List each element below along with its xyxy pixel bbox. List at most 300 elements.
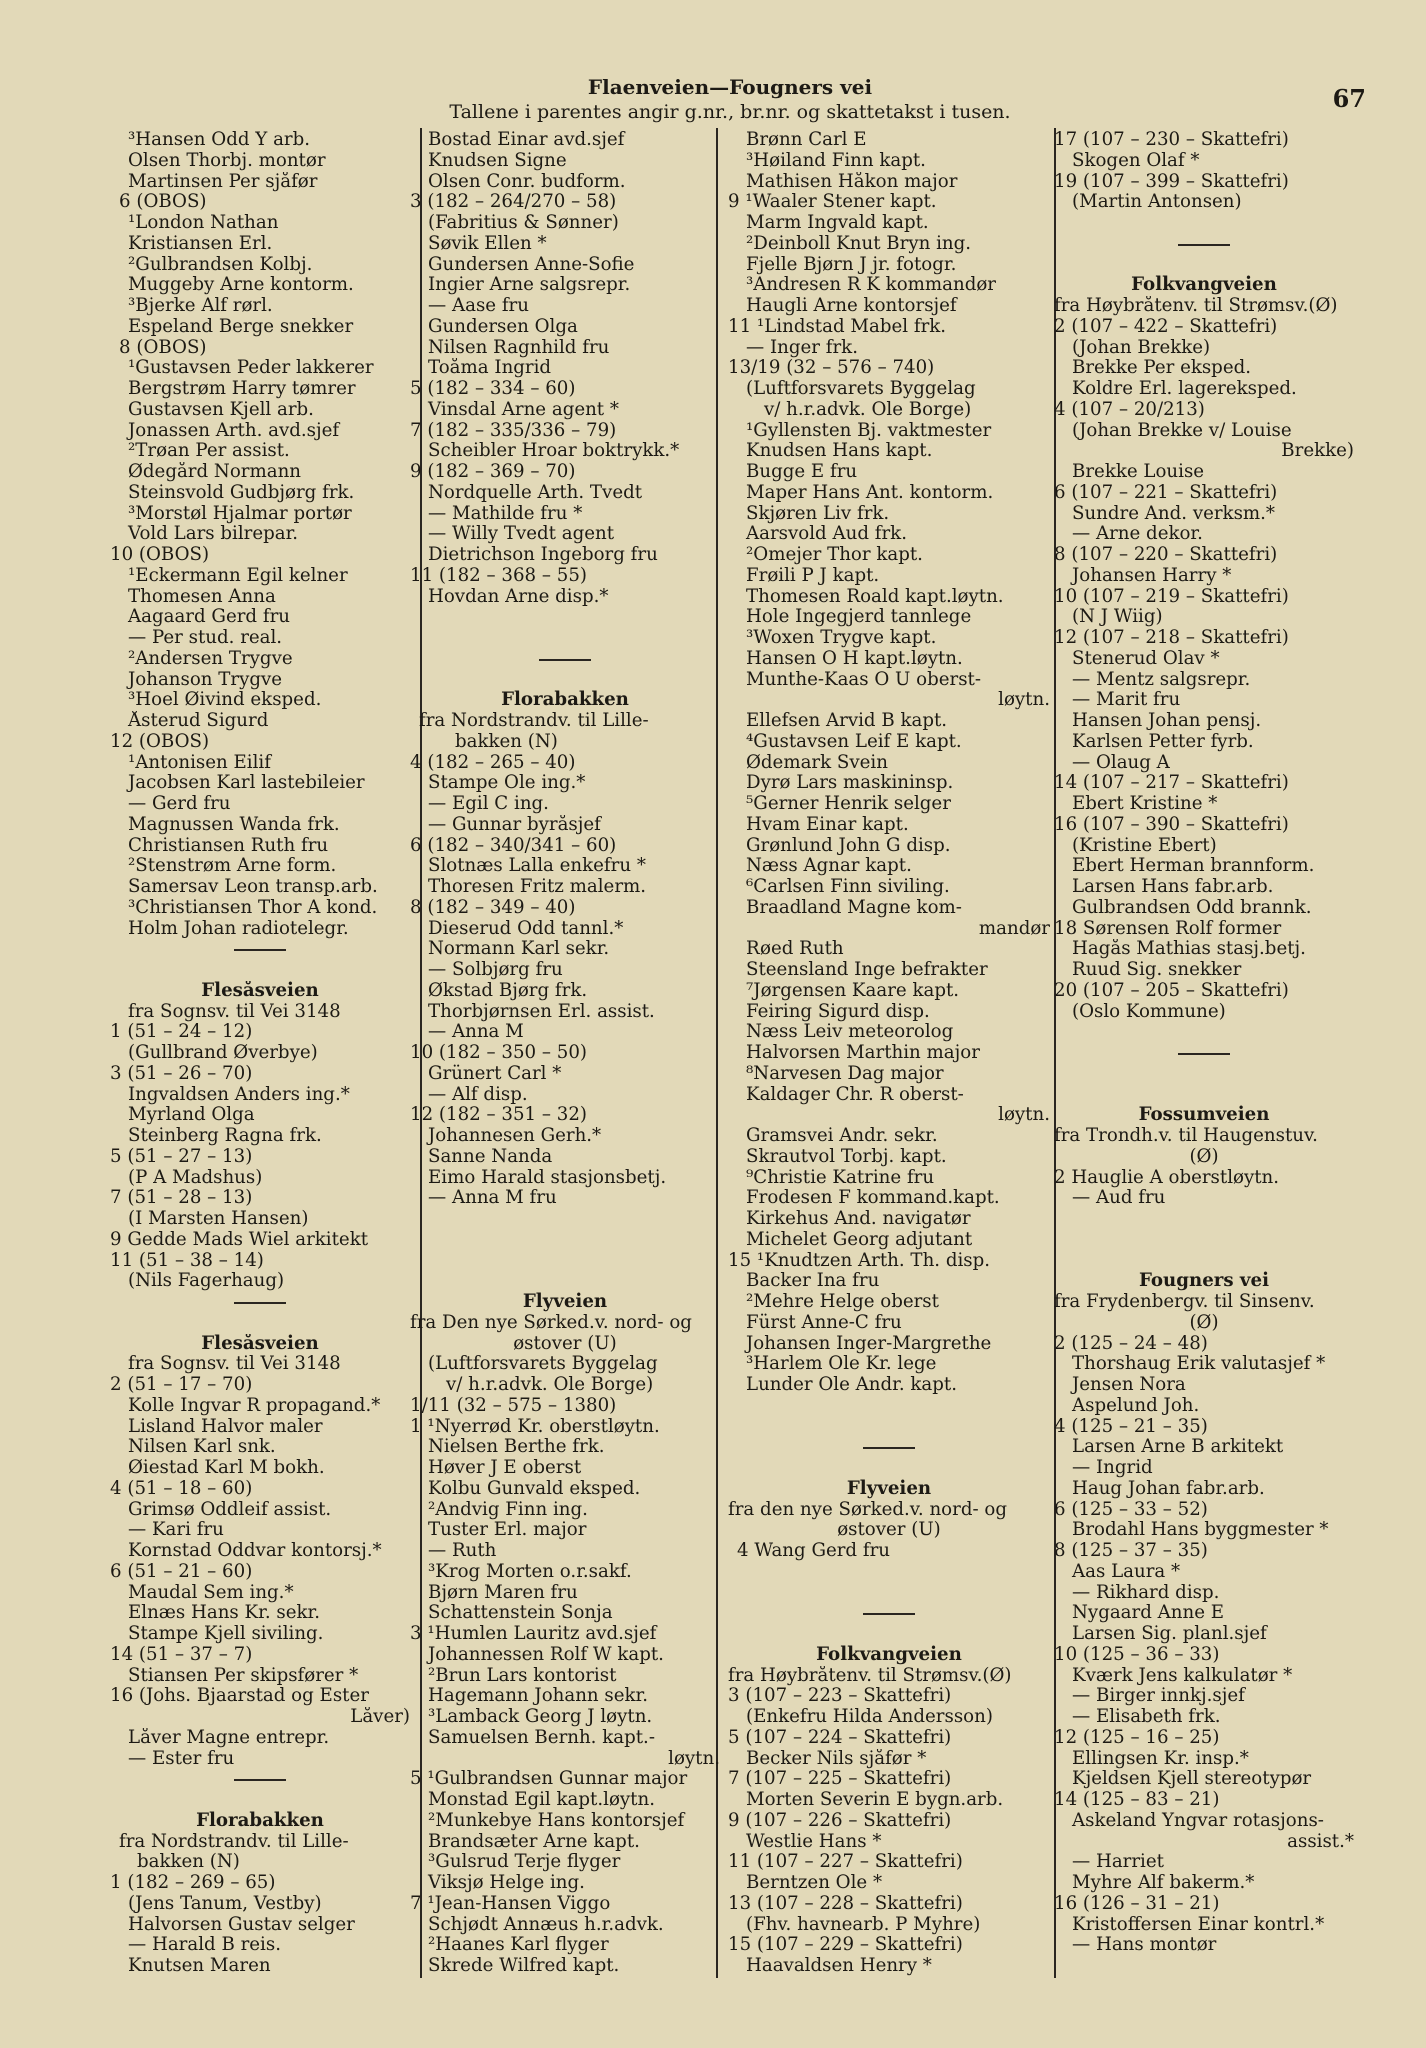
listing-line: ¹Gyllensten Bj. vaktmester [746,420,992,441]
listing-line: Aspelund Joh. [1072,1395,1200,1416]
listing-line: Gundersen Olga [428,316,578,337]
listing-line: — Olaug A [1072,752,1170,773]
listing-line: ⁸Narvesen Dag major [746,1063,944,1084]
listing-line: 4 (125 – 21 – 35) [1054,1416,1208,1437]
listing-line: Brønn Carl E [746,130,867,150]
listing-line: 14 (125 – 83 – 21) [1054,1790,1220,1810]
directory-column-4 [1054,130,1354,1956]
listing-line: Jensen Nora [1072,1375,1186,1395]
listing-line: (Nils Fagerhaug) [128,1271,285,1292]
listing-line: 4 (51 – 18 – 60) [110,1478,253,1499]
listing-line: Vold Lars bilrepar. [128,524,299,545]
listing-line: 16 (107 – 390 – Skattefri) [1054,814,1289,835]
listing-line: (Johan Brekke) [1072,337,1211,358]
listing-line: Kolle Ingvar R propagand.* [128,1395,381,1416]
listing-line: Normann Karl sekr. [428,939,610,960]
listing-line: 12 (125 – 16 – 25) [1054,1727,1220,1748]
listing-line: 3 (107 – 223 – Skattefri) [728,1686,952,1707]
listing-line: — Aase fru [428,296,529,316]
street-range-line: østover (U) [837,1520,941,1541]
listing-line: 7 ¹Jean-Hansen Viggo [410,1893,611,1914]
listing-line: Samuelsen Bernh. kapt.- [428,1727,655,1748]
listing-line: Hagås Mathias stasj.betj. [1072,939,1306,960]
listing-line: ²Stenstrøm Arne form. [128,856,337,877]
section-separator [110,1292,410,1313]
listing-line: Kværk Jens kalkulatør * [1072,1665,1293,1686]
listing-line: Steensland Inge befrakter [746,960,988,980]
page-subtitle: Tallene i parentes angir g.nr., br.nr. og skattetakst i tusen. [449,101,1011,123]
listing-line: Brekke Per eksped. [1072,358,1252,379]
listing-line: Thorbjørnsen Erl. assist. [428,1001,655,1022]
listing-line: Kaldager Chr. R oberst- [746,1084,964,1105]
listing-line: Marm Ingvald kapt. [746,213,929,233]
listing-line: Fjelle Bjørn J jr. fotogr. [746,254,957,275]
street-range-line: (Ø) [1189,1312,1219,1333]
directory-column-1 [110,130,410,1977]
listing-line: Kirkehus And. navigatør [746,1209,971,1229]
blank-line [410,607,720,628]
listing-line: Gustavsen Kjell arb. [128,399,314,420]
directory-column-2 [410,130,720,1977]
listing-line: (Johan Brekke v/ Louise [1072,420,1292,441]
listing-line: — Rikhard disp. [1072,1582,1220,1603]
section-separator [1054,234,1354,255]
listing-line: 3 ¹Humlen Lauritz avd.sjef [410,1624,657,1644]
listing-line: Larsen Sig. planl.sjef [1072,1624,1267,1644]
listing-line: Nilsen Karl snk. [128,1437,276,1458]
listing-line: 6 (107 – 221 – Skattefri) [1054,482,1278,503]
listing-line: — Ruth [428,1541,497,1561]
listing-line: Ødemark Svein [746,752,888,773]
listing-line: Myhre Alf bakerm.* [1072,1873,1255,1893]
listing-line: 11 (182 – 368 – 55) [410,565,587,586]
blank-line [410,670,720,691]
listing-line: Haavaldsen Henry * [746,1956,932,1976]
listing-line: ³Andresen R K kommandør [746,275,996,296]
section-separator [728,1437,1050,1458]
listing-line: fra den nye Sørked.v. nord- og [728,1499,1007,1520]
listing-line: Martinsen Per sjåfør [128,171,318,192]
blank-line [728,1624,1050,1645]
listing-line: Skrede Wilfred kapt. [428,1956,620,1976]
listing-line: Jonassen Arth. avd.sjef [128,420,340,441]
listing-line: ⁴Gustavsen Leif E kapt. [746,731,962,752]
listing-line: Bjørn Maren fru [428,1582,578,1603]
listing-line: Bostad Einar avd.sjef [428,130,625,150]
listing-line: 1 (51 – 24 – 12) [110,1022,253,1043]
section-separator [110,1769,410,1790]
blank-line [410,1230,720,1251]
section-separator [410,649,720,670]
listing-line: Jacobsen Karl lastebileier [128,773,365,794]
listing-line: (Luftforsvarets Byggelag [428,1354,658,1375]
listing-line: ¹Gustavsen Peder lakkerer [128,358,374,379]
listing-line: — Marit fru [1072,690,1181,711]
listing-line: fra Trondh.v. til Haugenstuv. [1054,1126,1318,1146]
listing-line: Sanne Nanda [428,1146,553,1167]
listing-line: Sundre And. verksm.* [1072,503,1276,524]
listing-line: 7 (182 – 335/336 – 79) [410,420,617,441]
listing-line: — Kari fru [128,1520,224,1541]
listing-line: 16 (126 – 31 – 21) [1054,1893,1220,1914]
listing-line: Kjeldsen Kjell stereotypør [1072,1769,1312,1790]
listing-line: (Gullbrand Øverbye) [128,1043,318,1063]
blank-line [1054,1085,1354,1106]
listing-line: Askeland Yngvar rotasjons- [1072,1810,1324,1831]
listing-line: Olsen Conr. budform. [428,171,626,192]
listing-line: Knutsen Maren [128,1956,271,1976]
listing-line: 17 (107 – 230 – Skattefri) [1054,130,1289,150]
listing-line: Thoresen Fritz malerm. [428,877,647,897]
listing-line: ³Lamback Georg J løytn. [428,1707,653,1727]
listing-line: Hagemann Johann sekr. [428,1686,649,1707]
listing-line: 2 Hauglie A oberstløytn. [1054,1167,1280,1188]
listing-line: Ingier Arne salgsrepr. [428,275,631,296]
section-separator [728,1603,1050,1624]
listing-line: Toåma Ingrid [428,358,552,379]
listing-line: — Harald B reis. [128,1935,281,1956]
blank-line [1054,1022,1354,1043]
blank-line [728,1583,1050,1604]
blank-line [728,1562,1050,1583]
listing-line: Bugge E fru [746,462,858,482]
listing-line: Braadland Magne kom- [746,897,962,918]
listing-line: (Luftforsvarets Byggelag [746,379,976,399]
listing-line: ²Mehre Helge oberst [746,1292,939,1312]
listing-line: 7 (107 – 225 – Skattefri) [728,1769,952,1790]
listing-line: Dyrø Lars maskininsp. [746,773,954,794]
listing-line: — Gunnar byråsjef [428,814,601,835]
blank-line [1054,213,1354,234]
listing-line: Søvik Ellen * [428,233,547,254]
listing-line: ²Omejer Thor kapt. [746,545,923,565]
continuation-line: mandør [978,918,1050,939]
listing-line: — Per stud. real. [128,628,283,648]
listing-line: Johannessen Rolf W kapt. [428,1644,664,1665]
listing-line: — Ester fru [128,1748,235,1769]
listing-line: (Fhv. havnearb. P Myhre) [746,1914,981,1935]
listing-line: ³Gulsrud Terje flyger [428,1852,621,1873]
listing-line: — Arne dekor. [1072,524,1203,545]
listing-line: Næss Agnar kapt. [746,856,912,877]
listing-line: Skrautvol Torbj. kapt. [746,1146,947,1167]
continuation-line: løytn. [998,690,1050,711]
blank-line [410,628,720,649]
listing-line: Stampe Kjell siviling. [128,1624,324,1644]
listing-line: 1/11 (32 – 575 – 1380) [410,1395,617,1416]
continuation-line: assist.* [1287,1831,1354,1852]
listing-line: ³Bjerke Alf rørl. [128,296,273,316]
street-heading: Flesåsveien [201,980,319,1001]
listing-line: ²Trøan Per assist. [128,441,290,462]
listing-line: Johanson Trygve [128,669,283,690]
listing-line: Kolbu Gunvald eksped. [428,1478,641,1499]
listing-line: fra Sognsv. til Vei 3148 [128,1001,341,1022]
listing-line: Skogen Olaf * [1072,150,1200,171]
listing-line: ²Brun Lars kontorist [428,1665,617,1686]
listing-line: Gundersen Anne-Sofie [428,254,635,275]
page-number: 67 [1332,84,1366,113]
listing-line: Brandsæter Arne kapt. [428,1831,640,1852]
blank-line [110,1313,410,1334]
listing-line: Dieserud Odd tannl.* [428,918,624,939]
listing-line: 10 (125 – 36 – 33) [1054,1644,1220,1665]
listing-line: 11 (107 – 227 – Skattefri) [728,1852,963,1873]
listing-line: (Martin Antonsen) [1072,192,1242,213]
listing-line: 6 (125 – 33 – 52) [1054,1499,1208,1520]
listing-line: Feiring Sigurd disp. [746,1001,930,1022]
listing-line: 2 (51 – 17 – 70) [110,1375,253,1395]
listing-line: Michelet Georg adjutant [746,1229,973,1250]
blank-line [410,1251,720,1272]
listing-line: 19 (107 – 399 – Skattefri) [1054,171,1289,192]
listing-line: Stiansen Per skipsfører * [128,1665,359,1686]
street-heading: Fossumveien [1138,1105,1270,1126]
blank-line [728,1458,1050,1479]
listing-line: 5 (107 – 224 – Skattefri) [728,1727,952,1748]
listing-line: 10 (182 – 350 – 50) [410,1043,587,1063]
listing-line: Espeland Berge snekker [128,316,354,337]
directory-column-3 [728,130,1050,1977]
listing-line: fra Høybråtenv. til Strømsv.(Ø) [728,1665,1012,1686]
listing-line: ⁶Carlsen Finn siviling. [746,877,950,897]
section-separator [1054,1043,1354,1064]
blank-line [1054,255,1354,276]
listing-line: 15 ¹Knudtzen Arth. Th. disp. [728,1250,991,1271]
listing-line: Scheibler Hroar boktrykk.* [428,441,680,462]
listing-line: Næss Leiv meteorolog [746,1022,954,1043]
blank-line [110,960,410,981]
listing-line: Aagaard Gerd fru [128,607,290,628]
listing-line: Steinberg Ragna frk. [128,1126,322,1146]
listing-line: Grønlund John G disp. [746,835,951,856]
listing-line: Morten Severin E bygn.arb. [746,1790,1004,1810]
blank-line [410,1209,720,1230]
listing-line: 8 (182 – 349 – 40) [410,897,576,918]
listing-line: Frodesen F kommand.kapt. [746,1188,1000,1209]
listing-line: 10 (OBOS) [110,545,210,565]
listing-line: Becker Nils sjåfør * [746,1748,927,1769]
listing-line: fra Høybråtenv. til Strømsv.(Ø) [1054,296,1338,316]
listing-line: Hovdan Arne disp.* [428,586,609,607]
listing-line: — Hans montør [1072,1935,1217,1956]
listing-line: Ingvaldsen Anders ing.* [128,1084,350,1105]
listing-line: Gramsvei Andr. sekr. [746,1126,938,1146]
listing-line: 9 Gedde Mads Wiel arkitekt [110,1229,369,1250]
listing-line: ²Andvig Finn ing. [428,1499,588,1520]
listing-line: 12 (182 – 351 – 32) [410,1105,587,1126]
listing-line: 3 (51 – 26 – 70) [110,1063,253,1084]
listing-line: fra Sognsv. til Vei 3148 [128,1354,341,1375]
page-header [300,74,1160,124]
listing-line: — Elisabeth frk. [1072,1707,1221,1727]
listing-line: Aas Laura * [1072,1561,1181,1582]
blank-line [728,1417,1050,1438]
listing-line: Berntzen Ole * [746,1873,883,1893]
listing-line: ³Krog Morten o.r.sakf. [428,1561,632,1582]
continuation-line: Låver) [350,1707,410,1727]
listing-line: 5 (182 – 334 – 60) [410,379,576,399]
listing-line: 9 ¹Waaler Stener kapt. [728,192,937,213]
listing-line: 6 (51 – 21 – 60) [110,1561,253,1582]
listing-line: 4 (182 – 265 – 40) [410,752,576,773]
listing-line: Ebert Kristine * [1072,794,1218,814]
listing-line: 10 (107 – 219 – Skattefri) [1054,586,1289,607]
listing-line: bakken (N) [137,1852,240,1873]
listing-line: — Mathilde fru * [428,503,583,524]
listing-line: 9 (107 – 226 – Skattefri) [728,1810,952,1831]
listing-line: Schjødt Annæus h.r.advk. [428,1914,664,1935]
blank-line [728,1396,1050,1417]
listing-line: ³Morstøl Hjalmar portør [128,503,352,524]
listing-line: (Kristine Ebert) [1072,835,1217,856]
listing-line: 5 ¹Gulbrandsen Gunnar major [410,1769,688,1790]
listing-line: ³Harlem Ole Kr. lege [746,1354,937,1375]
listing-line: Ebert Herman brannform. [1072,856,1315,877]
listing-line: (I Marsten Hansen) [128,1209,309,1229]
listing-line: (Jens Tanum, Vestby) [128,1893,322,1914]
listing-line: 16 (Johs. Bjaarstad og Ester [110,1686,369,1707]
listing-line: 8 (OBOS) [119,337,207,358]
listing-line: 13 (107 – 228 – Skattefri) [728,1893,963,1914]
listing-line: Johannesen Gerh.* [428,1126,602,1146]
listing-line: bakken (N) [455,731,558,752]
listing-line: Karlsen Petter fyrb. [1072,731,1254,752]
listing-line: Vinsdal Arne agent * [428,399,619,420]
listing-line: Munthe-Kaas O U oberst- [746,669,982,690]
blank-line [110,1790,410,1811]
listing-line: Ellefsen Arvid B kapt. [746,711,948,731]
listing-line: Nielsen Berthe frk. [428,1437,605,1458]
listing-line: Tuster Erl. major [428,1520,587,1541]
listing-line: fra Nordstrandv. til Lille- [419,711,649,731]
street-heading: Flyveien [522,1292,608,1312]
listing-line: — Solbjørg fru [428,960,563,980]
listing-line: Backer Ina fru [746,1271,880,1292]
blank-line [1054,1230,1354,1251]
listing-line: 7 (51 – 28 – 13) [110,1188,253,1209]
listing-line: Koldre Erl. lagereksped. [1072,379,1297,399]
listing-line: 2 (107 – 422 – Skattefri) [1054,316,1278,337]
listing-line: Ellingsen Kr. insp.* [1072,1748,1249,1769]
listing-line: ¹Antonisen Eilif [128,752,271,773]
listing-line: Økstad Bjørg frk. [428,980,588,1001]
street-heading: Folkvangveien [816,1644,962,1665]
listing-line: Halvorsen Marthin major [746,1043,980,1063]
street-heading: Fougners vei [1139,1271,1269,1292]
listing-line: 18 Sørensen Rolf former [1054,918,1282,939]
listing-line: 5 (51 – 27 – 13) [110,1146,253,1167]
listing-line: Gulbrandsen Odd brannk. [1072,897,1312,918]
listing-line: Myrland Olga [128,1105,255,1126]
listing-line: — Willy Tvedt agent [428,524,615,545]
listing-line: (N J Wiig) [1072,607,1163,628]
listing-line: Larsen Hans fabr.arb. [1072,877,1274,897]
listing-line: 14 (51 – 37 – 7) [110,1644,253,1665]
listing-line: 6 (182 – 340/341 – 60) [410,835,617,856]
listing-line: Hole Ingegjerd tannlege [746,607,972,628]
listing-line: — Egil C ing. [428,794,549,814]
listing-line: Låver Magne entrepr. [128,1727,330,1748]
listing-line: fra Frydenbergv. til Sinsenv. [1054,1292,1315,1312]
listing-line: 11 ¹Lindstad Mabel frk. [728,316,947,337]
continuation-line: løytn. [998,1105,1050,1126]
listing-line: Larsen Arne B arkitekt [1072,1437,1284,1458]
listing-line: Thomesen Roald kapt.løytn. [746,586,1004,607]
listing-line: Slotnæs Lalla enkefru * [428,856,646,877]
listing-line: 2 (125 – 24 – 48) [1054,1333,1208,1354]
listing-line: Johansen Harry * [1072,565,1232,586]
listing-line: — Anna M fru [428,1188,557,1209]
street-heading: Flyveien [846,1478,932,1499]
listing-line: 4 (107 – 20/213) [1054,399,1205,420]
listing-line: — Aud fru [1072,1188,1166,1209]
listing-line: 8 (125 – 37 – 35) [1054,1541,1208,1561]
listing-line: Monstad Egil kapt.løytn. [428,1790,655,1810]
street-range-line: østover (U) [513,1333,617,1354]
listing-line: 15 (107 – 229 – Skattefri) [728,1935,963,1956]
listing-line: 3 (182 – 264/270 – 58) [410,192,617,213]
listing-line: — Gerd fru [128,794,231,814]
listing-line: ²Deinboll Knut Bryn ing. [746,233,972,254]
listing-line: Knudsen Signe [428,150,567,171]
listing-line: Skjøren Liv frk. [746,503,890,524]
listing-line: ²Haanes Karl flyger [428,1935,609,1956]
listing-line: Ruud Sig. snekker [1072,960,1242,980]
listing-line: 13/19 (32 – 576 – 740) [728,358,935,379]
listing-line: ⁵Gerner Henrik selger [746,794,951,814]
street-heading: Folkvangveien [1131,275,1277,296]
listing-line: Brodahl Hans byggmester * [1072,1520,1329,1541]
listing-line: Frøili P J kapt. [746,565,880,586]
listing-line: 11 (51 – 38 – 14) [110,1250,264,1271]
listing-line: Samersav Leon transp.arb. [128,877,378,897]
listing-line: Maper Hans Ant. kontorm. [746,482,994,503]
listing-line: Fürst Anne-C fru [746,1312,902,1333]
listing-line: Muggeby Arne kontorm. [128,275,354,296]
listing-line: Dietrichson Ingeborg fru [428,545,658,565]
listing-line: Haug Johan fabr.arb. [1072,1478,1265,1499]
listing-line: ³Woxen Trygve kapt. [746,628,937,648]
listing-line: Grimsø Oddleif assist. [128,1499,332,1520]
listing-line: Kristiansen Erl. [128,233,273,254]
listing-line: Nilsen Ragnhild fru [428,337,610,358]
continuation-line: løytn. [668,1748,720,1769]
listing-line: ³Hansen Odd Y arb. [128,130,311,150]
listing-line: Nygaard Anne E [1072,1603,1225,1624]
listing-line: 1 ¹Nyerrød Kr. oberstløytn. [410,1416,660,1437]
listing-line: — Birger innkj.sjef [1072,1686,1245,1707]
listing-line: Magnussen Wanda frk. [128,814,340,835]
listing-line: 8 (107 – 220 – Skattefri) [1054,545,1278,565]
listing-line: Hansen Johan pensj. [1072,711,1262,731]
listing-line: Christiansen Ruth fru [128,835,329,856]
listing-line: v/ h.r.advk. Ole Borge) [764,399,972,420]
listing-line: 14 (107 – 217 – Skattefri) [1054,773,1289,794]
listing-line: Grünert Carl * [428,1063,562,1084]
listing-line: Høver J E oberst [428,1458,582,1478]
listing-line: — Anna M [428,1022,524,1043]
listing-line: Brekke Louise [1072,462,1205,482]
listing-line: (P A Madshus) [128,1167,263,1188]
listing-line: Ødegård Normann [128,462,301,482]
listing-line: Knudsen Hans kapt. [746,441,933,462]
listing-line: 6 (OBOS) [119,192,207,213]
listing-line: Åsterud Sigurd [128,711,269,731]
listing-line: Hansen O H kapt.løytn. [746,648,963,669]
page-title: Flaenveien—Fougners vei [587,75,873,99]
blank-line [1054,1251,1354,1272]
